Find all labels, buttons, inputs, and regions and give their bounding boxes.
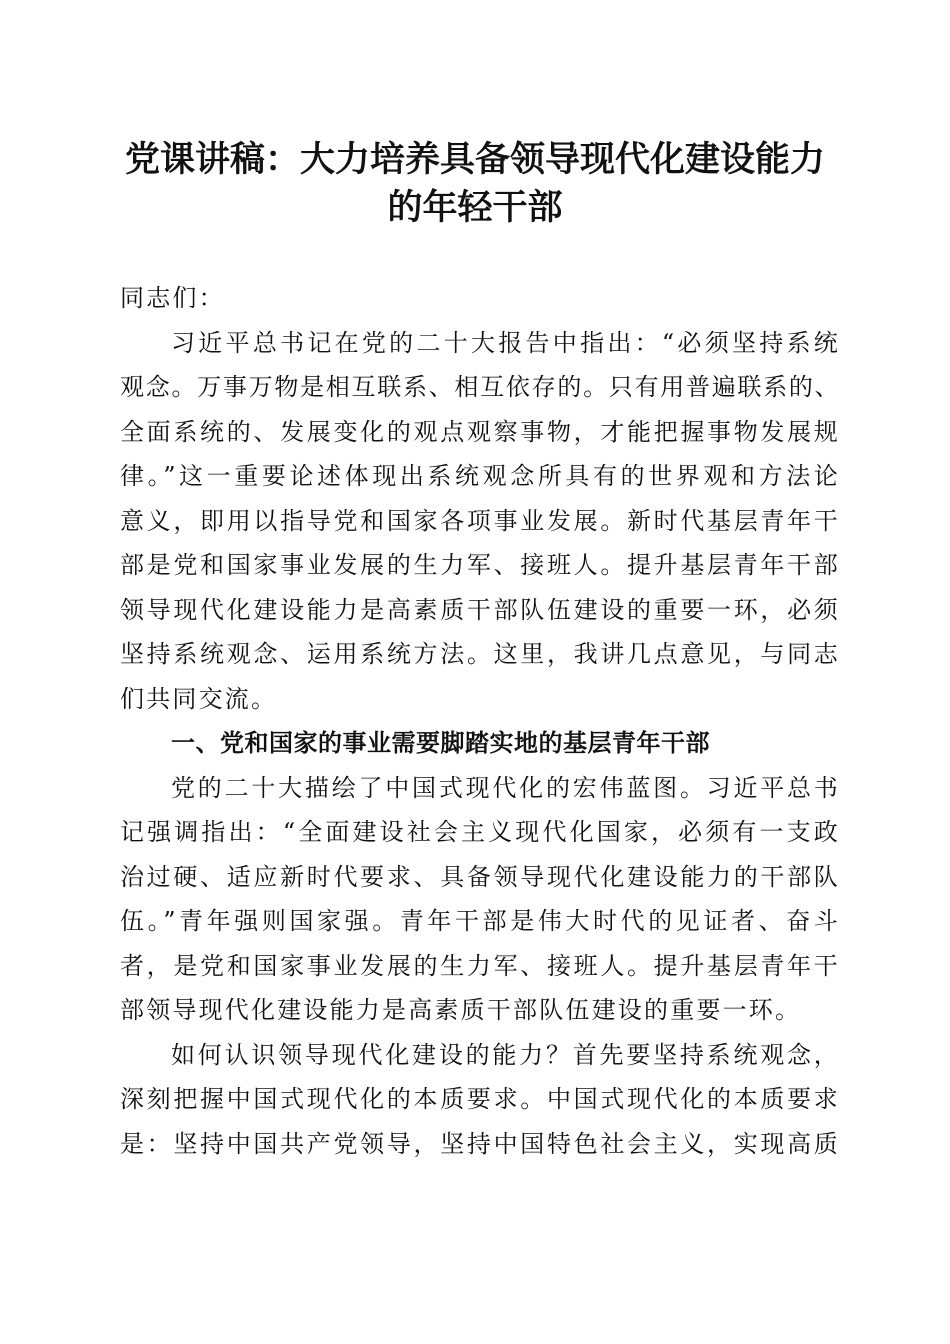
section-heading: 一、党和国家的事业需要脚踏实地的基层青年干部 [171,729,710,757]
paragraph-line: 伍。”青年强则国家强。青年干部是伟大时代的见证者、奋斗 [120,907,840,935]
document-title-line-1: 党课讲稿：大力培养具备领导现代化建设能力 [124,139,825,180]
paragraph-line: 部领导现代化建设能力是高素质干部队伍建设的重要一环。 [120,996,802,1024]
paragraph-line: 者，是党和国家事业发展的生力军、接班人。提升基层青年干 [120,951,840,980]
paragraph-line: 律。”这一重要论述体现出系统观念所具有的世界观和方法论 [120,462,840,490]
paragraph-line: 坚持系统观念、运用系统方法。这里，我讲几点意见，与同志 [120,640,840,668]
paragraph-line: 部是党和国家事业发展的生力军、接班人。提升基层青年干部 [120,551,840,579]
paragraph-line: 们共同交流。 [120,684,278,713]
paragraph-line: 治过硬、适应新时代要求、具备领导现代化建设能力的干部队 [120,862,840,891]
document-title-line-2: 的年轻干部 [387,187,563,228]
paragraph-line: 深刻把握中国式现代化的本质要求。中国式现代化的本质要求 [120,1085,840,1113]
paragraph-line: 如何认识领导现代化建设的能力？首先要坚持系统观念， [171,1040,840,1069]
paragraph-line: 党的二十大描绘了中国式现代化的宏伟蓝图。习近平总书 [171,773,840,802]
paragraph-line: 观念。万事万物是相互联系、相互依存的。只有用普遍联系的、 [120,373,840,401]
salutation: 同志们： [120,284,225,312]
paragraph-line: 是：坚持中国共产党领导，坚持中国特色社会主义，实现高质 [120,1129,840,1158]
paragraph-line: 习近平总书记在党的二十大报告中指出：“必须坚持系统 [171,328,840,357]
paragraph-line: 记强调指出：“全面建设社会主义现代化国家，必须有一支政 [120,818,840,846]
paragraph-line: 意义，即用以指导党和国家各项事业发展。新时代基层青年干 [120,506,840,535]
paragraph-line: 领导现代化建设能力是高素质干部队伍建设的重要一环，必须 [120,595,840,624]
document-body [120,276,840,1166]
paragraph-line: 全面系统的、发展变化的观点观察事物，才能把握事物发展规 [120,417,840,446]
